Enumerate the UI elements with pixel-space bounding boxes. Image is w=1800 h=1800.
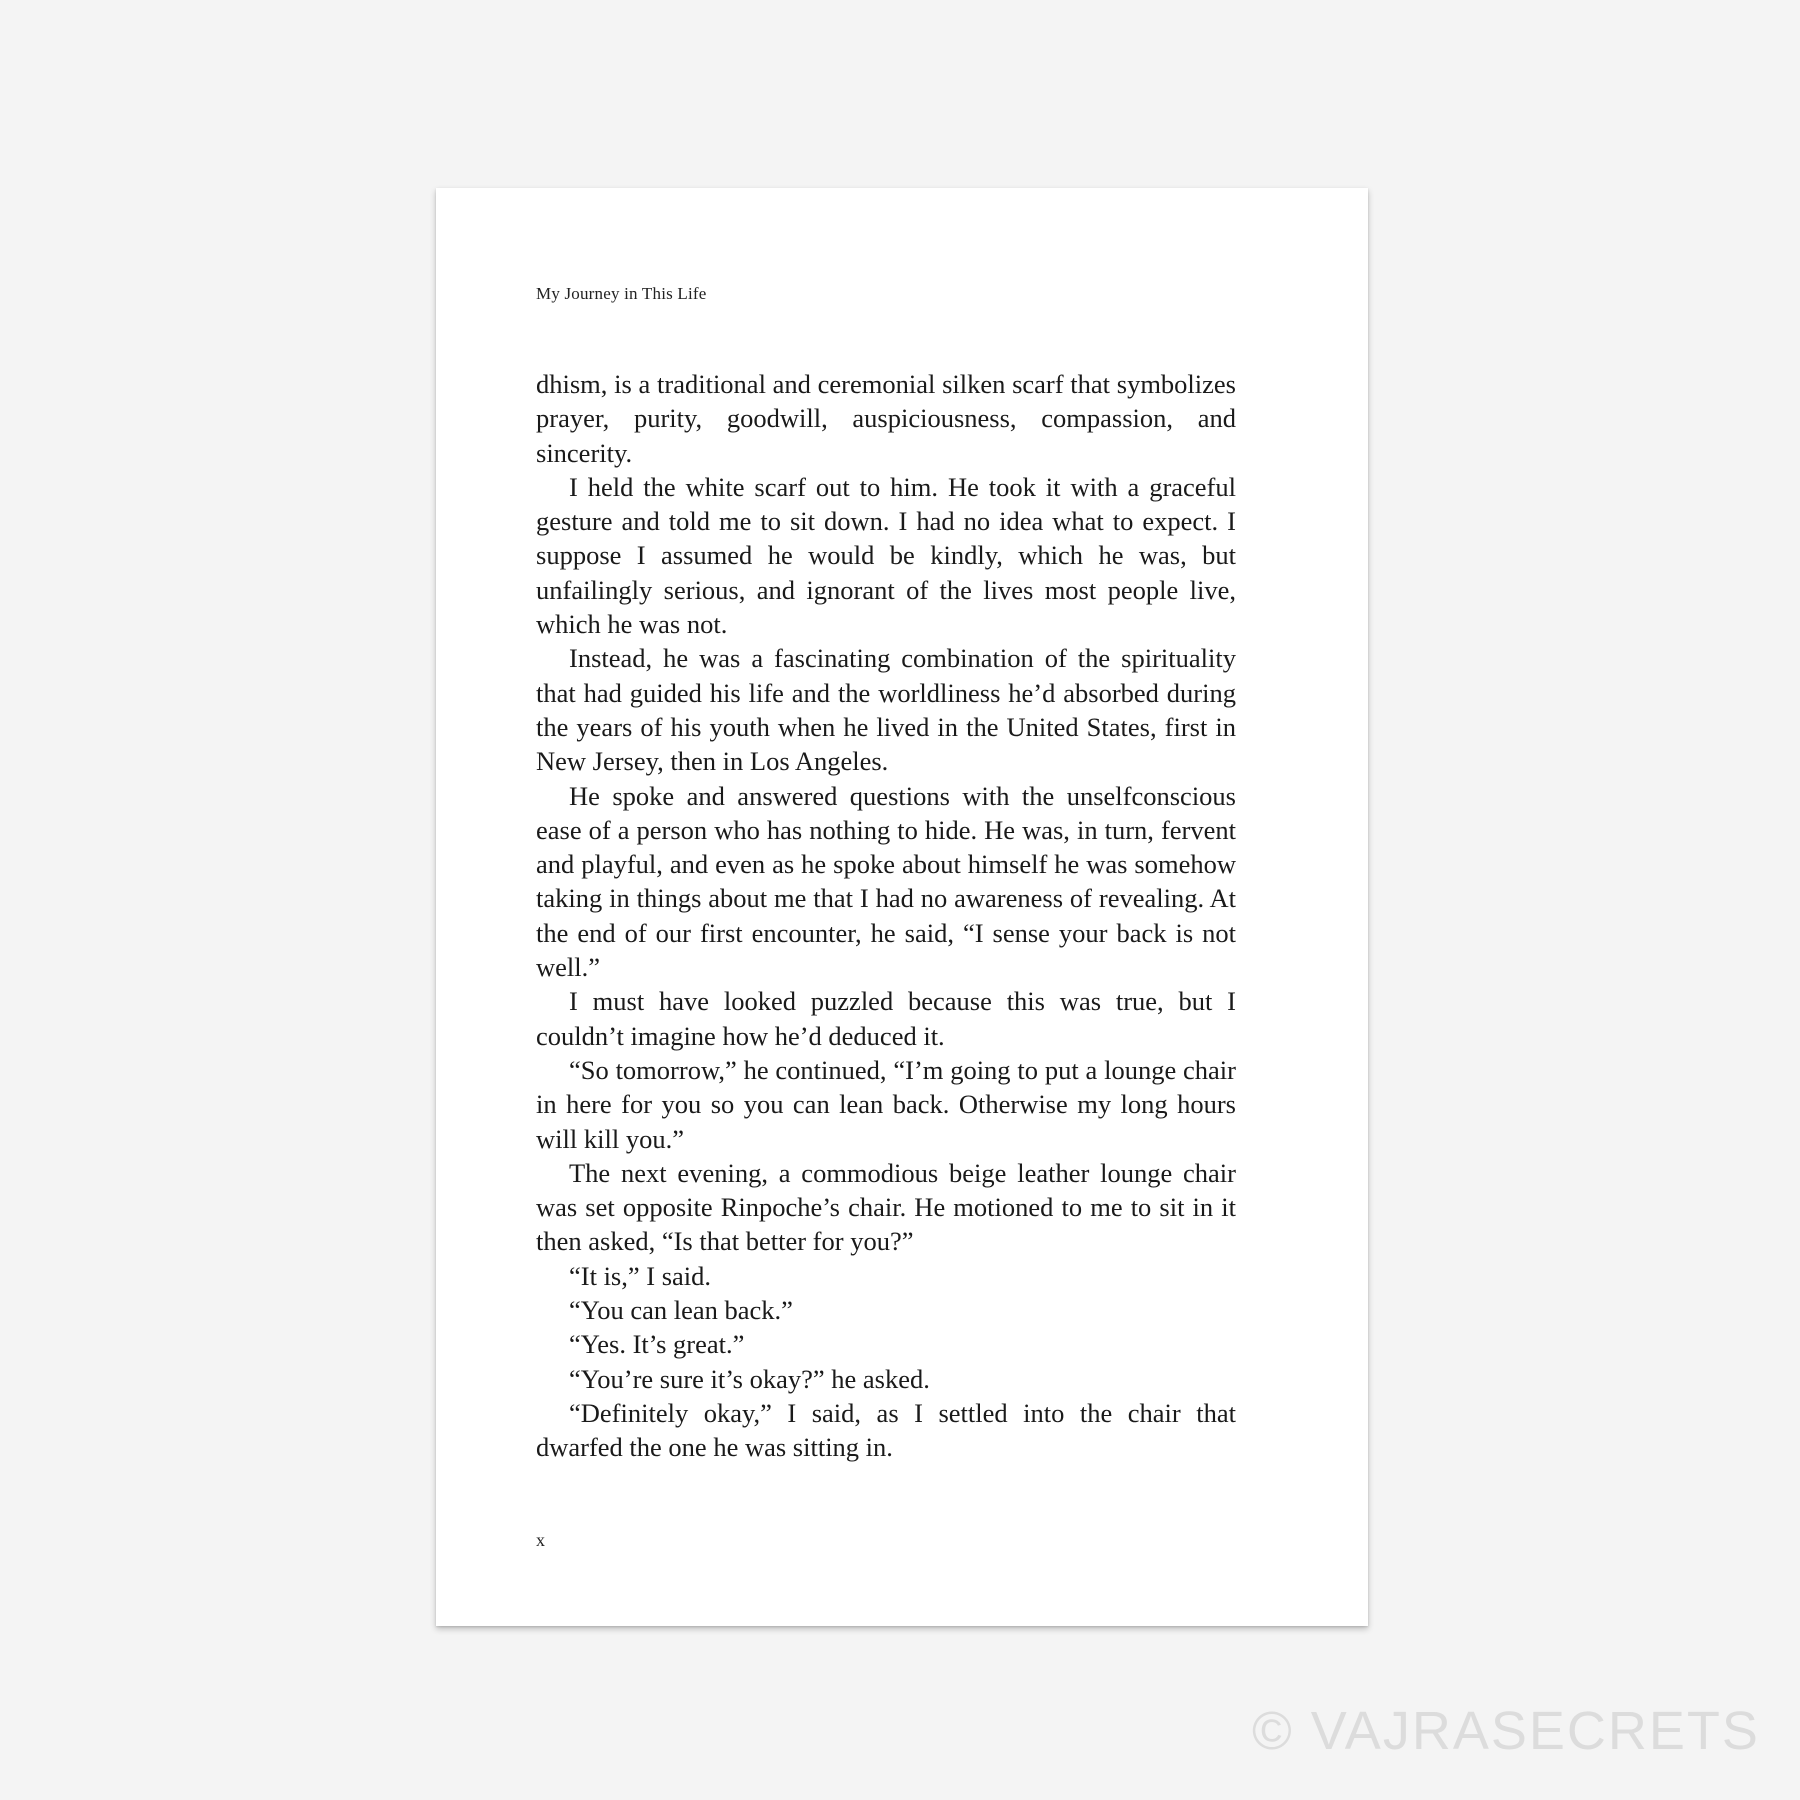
paragraph: I held the white scarf out to him. He took it with a graceful gesture and told me to sit down. I had no idea what to expect. I suppose I assumed he would be kindly, which he was, but unfailingly serious, and ignorant of the lives most people live, which he was not. [536,471,1236,640]
body-text [536,367,1236,1465]
paragraph: “Yes. It’s great.” [569,1329,745,1360]
paragraph: “Definitely okay,” I said, as I settled into the chair that dwarfed the one he was sitting in. [536,1397,1236,1463]
page-number: x [536,1530,545,1550]
paragraph: I must have looked puzzled because this was true, but I couldn’t imagine how he’d deduced it. [536,986,1236,1051]
paragraph: dhism, is a traditional and ceremonial silken scarf that symbolizes prayer, purity, goodwill, auspiciousness, compassion, and sincerity. [536,369,1236,468]
paragraph: “You can lean back.” [569,1295,793,1326]
running-header: My Journey in This Life [536,284,707,303]
book-page [436,188,1368,1626]
watermark: © VAJRASECRETS [1252,1701,1760,1761]
paragraph: The next evening, a commodious beige leather lounge chair was set opposite Rinpoche’s chair. He motioned to me to sit in it then asked, “Is that better for you?” [536,1157,1236,1257]
paragraph: He spoke and answered questions with the unselfconscious ease of a person who has nothing to hide. He was, in turn, fervent and playful, and even as he spoke about himself he was somehow taking in things about me that I had no awareness of revealing. At the end of our first encounter, he said, “I sense your back is not well.” [536,780,1236,983]
paragraph: “So tomorrow,” he continued, “I’m going to put a lounge chair in here for you so you can lean back. Otherwise my long hours will kill you.” [536,1054,1236,1154]
paragraph: Instead, he was a fascinating combination of the spirituality that had guided his life and the worldliness he’d absorbed during the years of his youth when he lived in the United States, first in New Jersey, then in Los Angeles. [536,643,1236,777]
paragraph: “You’re sure it’s okay?” he asked. [569,1363,930,1394]
paragraph: “It is,” I said. [569,1260,712,1291]
